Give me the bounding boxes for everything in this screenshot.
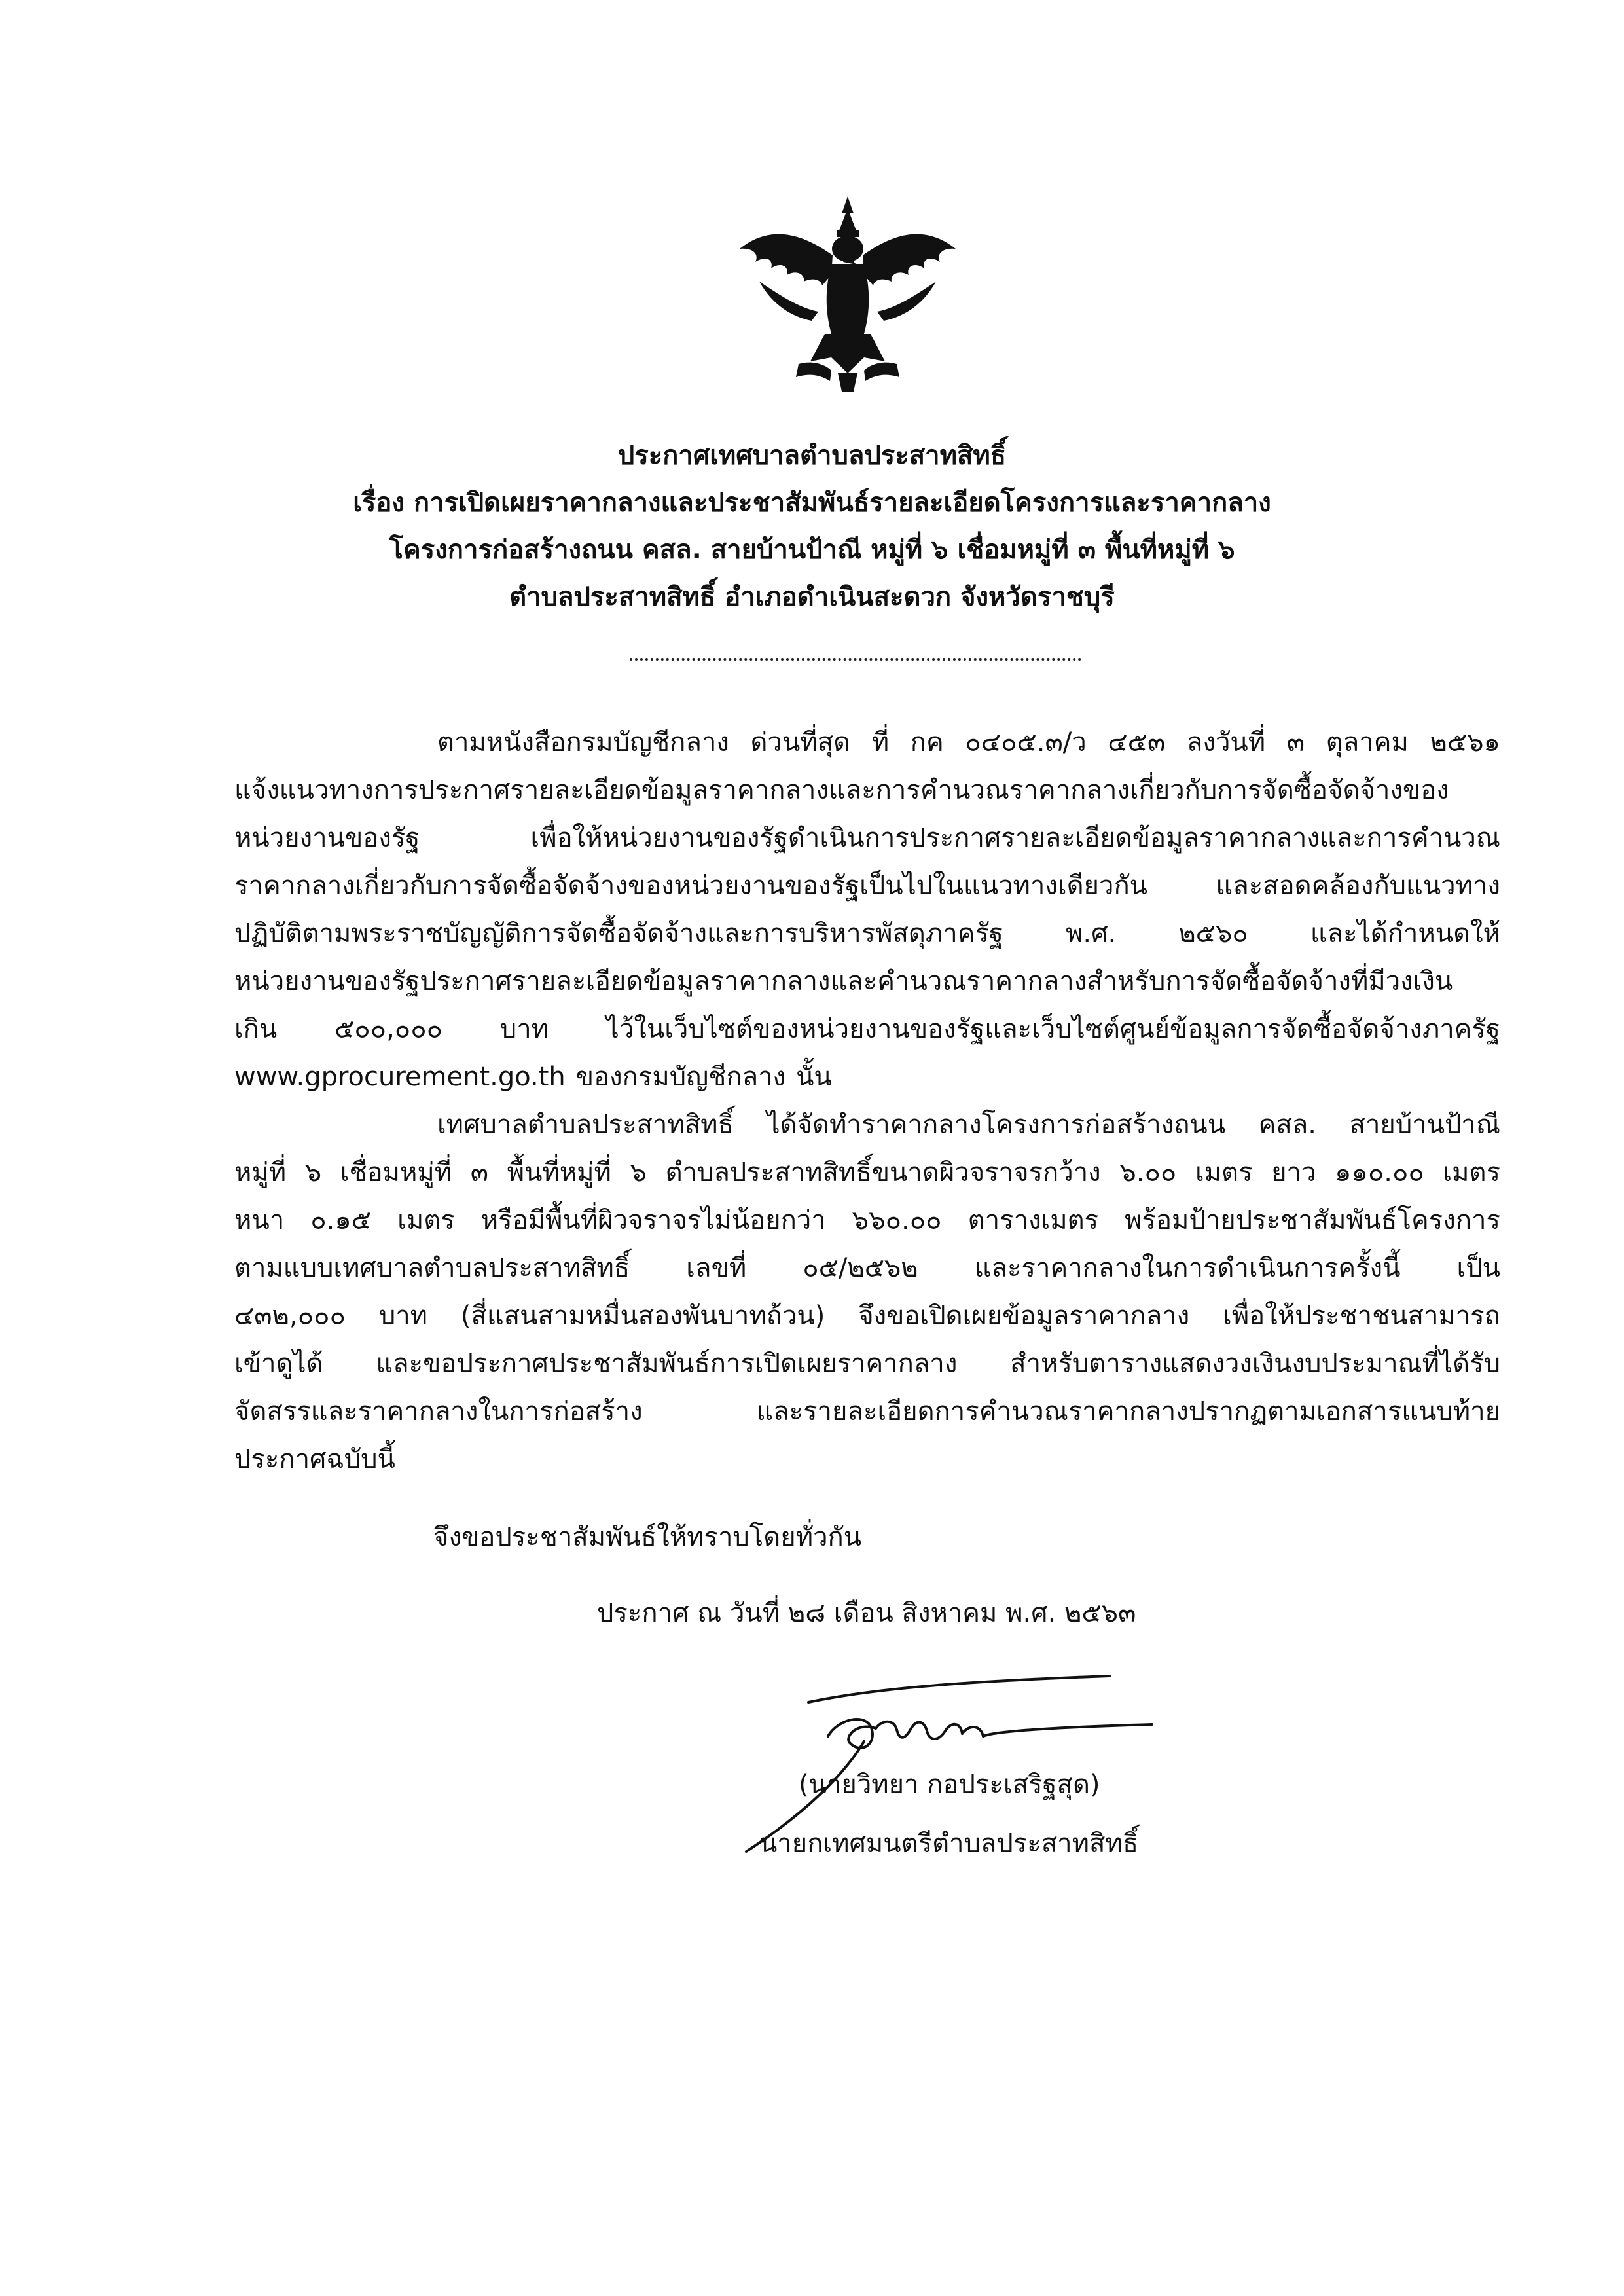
text-word: เทศบาลตำบลประสาทสิทธิ์ [437, 1110, 734, 1140]
text-word: ประกาศฉบับนี้ [234, 1444, 395, 1474]
text-word: ๕๐๐,๐๐๐ [334, 1014, 443, 1044]
text-word: ๖.๐๐ [1119, 1157, 1177, 1188]
announcement-header [0, 432, 1624, 621]
text-word: ลงวันที่ [1186, 727, 1266, 757]
text-line [234, 1149, 1500, 1197]
text-word: ไว้ในเว็บไซต์ของหน่วยงานของรัฐและเว็บไซต์ศูนย์ข้อมูลการจัดซื้อจัดจ้างภาครัฐ [605, 1014, 1500, 1044]
header-title: ประกาศเทศบาลตำบลประสาทสิทธิ์ [617, 441, 1007, 471]
text-word: สายบ้านป้าณี [1349, 1110, 1500, 1140]
text-word: เพื่อให้หน่วยงานของรัฐดำเนินการประกาศรายละเอียดข้อมูลราคากลางและการคำนวณ [530, 823, 1500, 853]
text-word: ที่ [871, 727, 890, 757]
text-word: สำหรับตารางแสดงวงเงินงบประมาณที่ได้รับ [1010, 1349, 1500, 1379]
signer-name: (นายวิทยา กอประเสริฐสุด) [799, 1770, 1100, 1800]
text-line [234, 958, 1500, 1006]
text-word: เป็น [1456, 1253, 1500, 1283]
paragraph-1 [234, 719, 1500, 1101]
text-word: ตุลาคม [1326, 727, 1409, 757]
text-line [234, 1101, 1500, 1149]
text-word: ตามหนังสือกรมบัญชีกลาง [437, 727, 729, 757]
text-word: จึงขอเปิดเผยข้อมูลราคากลาง [858, 1301, 1190, 1331]
dotted-separator [630, 658, 1081, 661]
text-line [234, 814, 1500, 862]
text-word: เลขที่ [686, 1253, 747, 1283]
text-word: ๖ [630, 1157, 647, 1188]
text-word: และสอดคล้องกับแนวทาง [1216, 871, 1500, 901]
text-word: เชื่อมหมู่ที่ [340, 1157, 452, 1188]
text-word: คสล. [1258, 1110, 1317, 1140]
text-word: พื้นที่หมู่ที่ [507, 1157, 611, 1188]
text-word: ๓ [470, 1157, 489, 1188]
announcement-body [234, 719, 1500, 1484]
header-subject: เรื่อง การเปิดเผยราคากลางและประชาสัมพันธ์รายละเอียดโครงการและราคากลาง [353, 488, 1271, 518]
text-word: ของกรมบัญชีกลาง [575, 1062, 786, 1092]
text-word: ๑๑๐.๐๐ [1335, 1157, 1424, 1188]
text-word: ตำบลประสาทสิทธิ์ขนาดผิวจราจรกว้าง [665, 1157, 1101, 1188]
text-word: และรายละเอียดการคำนวณราคากลางปรากฏตามเอกสารแนบท้าย [756, 1396, 1500, 1427]
text-word: และขอประกาศประชาสัมพันธ์การเปิดเผยราคากลาง [376, 1349, 958, 1379]
text-line [234, 910, 1500, 958]
text-word: ๐.๑๕ [310, 1205, 372, 1235]
text-word: นั้น [796, 1062, 832, 1092]
text-line [234, 1053, 1500, 1101]
garuda-emblem-icon [733, 196, 962, 393]
text-word: และได้กำหนดให้ [1310, 919, 1500, 949]
text-line [234, 1340, 1500, 1388]
closing-text: จึงขอประชาสัมพันธ์ให้ทราบโดยทั่วกัน [433, 1522, 862, 1552]
text-word: พร้อมป้ายประชาสัมพันธ์โครงการ [1125, 1205, 1500, 1235]
text-word: หน่วยงานของรัฐประกาศรายละเอียดข้อมูลราคากลางและคำนวณราคากลางสำหรับการจัดซื้อจัดจ้างที่มีวงเงิน [234, 966, 1453, 996]
text-word: ปฏิบัติตามพระราชบัญญัติการจัดซื้อจัดจ้างและการบริหารพัสดุภาครัฐ [234, 919, 1003, 949]
text-word: เข้าดูได้ [234, 1349, 323, 1379]
text-word: ราคากลางเกี่ยวกับการจัดซื้อจัดจ้างของหน่วยงานของรัฐเป็นไปในแนวทางเดียวกัน [234, 871, 1148, 901]
text-word: ตารางเมตร [967, 1205, 1099, 1235]
text-word: ๐๔๐๕.๓/ว [965, 727, 1087, 757]
text-word: หรือมีพื้นที่ผิวจราจรไม่น้อยกว่า [480, 1205, 826, 1235]
text-word: หมู่ที่ [234, 1157, 287, 1188]
text-word: ๔๕๓ [1108, 727, 1166, 757]
text-word: (สี่แสนสามหมื่นสองพันบาทถ้วน) [460, 1301, 825, 1331]
text-word: ๒๕๖๐ [1178, 919, 1248, 949]
text-line [234, 1388, 1500, 1436]
text-line [234, 862, 1500, 910]
text-word: ๒๕๖๑ [1430, 727, 1500, 757]
text-line [234, 767, 1500, 814]
text-word: ๖ [304, 1157, 322, 1188]
announcement-date: ประกาศ ณ วันที่ ๒๘ เดือน สิงหาคม พ.ศ. ๒๕๖๓ [597, 1598, 1136, 1628]
text-word: ยาว [1271, 1157, 1316, 1188]
text-word: จัดสรรและราคากลางในการก่อสร้าง [234, 1396, 643, 1427]
text-word: พ.ศ. [1066, 919, 1117, 949]
text-word: และราคากลางในการดำเนินการครั้งนี้ [974, 1253, 1401, 1283]
text-word: แจ้งแนวทางการประกาศรายละเอียดข้อมูลราคากลางและการคำนวณราคากลางเกี่ยวกับการจัดซื้อจัดจ้างของ [234, 775, 1449, 805]
text-word: บาท [378, 1301, 428, 1331]
text-line [234, 1197, 1500, 1245]
signer-title: นายกเทศมนตรีตำบลประสาทสิทธิ์ [759, 1829, 1139, 1859]
paragraph-2 [234, 1101, 1500, 1484]
text-word: ๖๖๐.๐๐ [852, 1205, 942, 1235]
text-word: เพื่อให้ประชาชนสามารถ [1223, 1301, 1500, 1331]
text-word: บาท [499, 1014, 549, 1044]
text-word: กค [910, 727, 944, 757]
text-line [234, 719, 1500, 767]
text-word: หน่วยงานของรัฐ [234, 823, 420, 853]
text-line [234, 1292, 1500, 1340]
text-word: ได้จัดทำราคากลางโครงการก่อสร้างถนน [767, 1110, 1226, 1140]
text-word: เมตร [397, 1205, 455, 1235]
text-line [234, 1006, 1500, 1053]
text-line [234, 1436, 1500, 1484]
text-word: ด่วนที่สุด [750, 727, 851, 757]
text-word: เมตร [1443, 1157, 1500, 1188]
text-word: ๔๓๒,๐๐๐ [234, 1301, 346, 1331]
text-word: ๓ [1286, 727, 1305, 757]
text-word: www.gprocurement.go.th [234, 1062, 566, 1092]
text-word: หนา [234, 1205, 285, 1235]
text-word: ตามแบบเทศบาลตำบลประสาทสิทธิ์ [234, 1253, 630, 1283]
text-word: ๐๕/๒๕๖๒ [803, 1253, 918, 1283]
text-line [234, 1245, 1500, 1292]
header-project: โครงการก่อสร้างถนน คสล. สายบ้านป้าณี หมู่ที่ ๖ เชื่อมหมู่ที่ ๓ พื้นที่หมู่ที่ ๖ [389, 535, 1235, 565]
text-word: เมตร [1195, 1157, 1253, 1188]
header-location: ตำบลประสาทสิทธิ์ อำเภอดำเนินสะดวก จังหวัดราชบุรี [509, 582, 1115, 612]
text-word: เกิน [234, 1014, 278, 1044]
